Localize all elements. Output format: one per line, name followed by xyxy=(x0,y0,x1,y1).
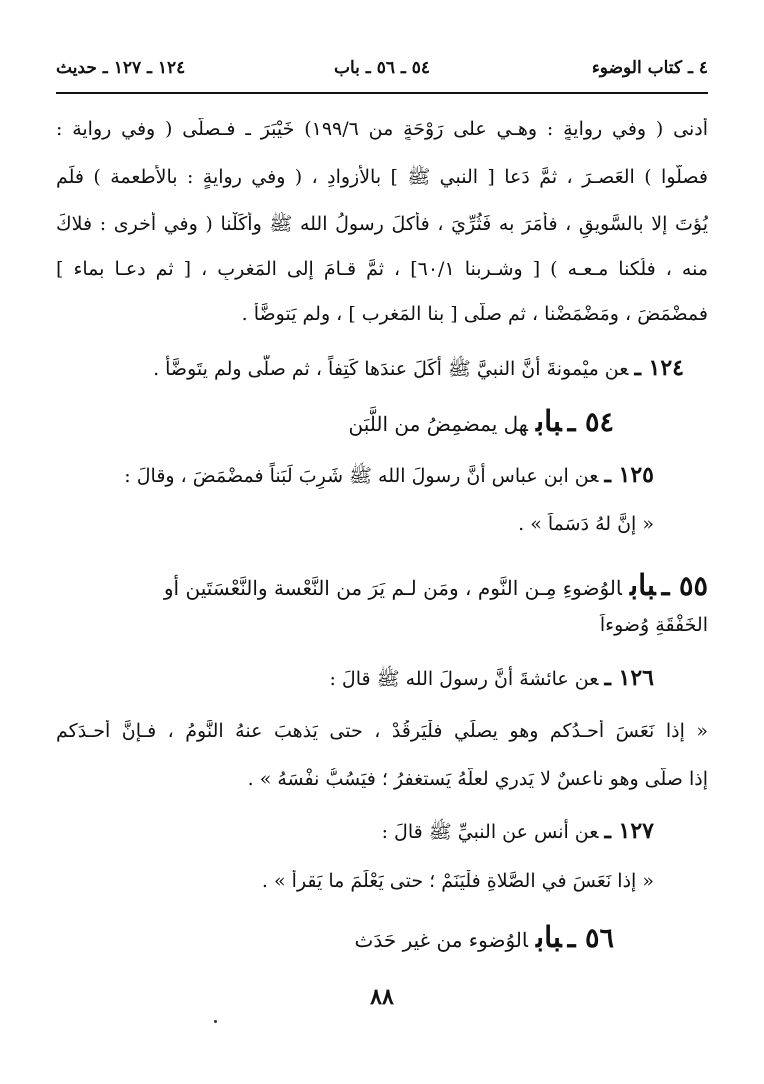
header-book-title: ٤ ـ كتاب الوضوء xyxy=(591,58,708,78)
hadith-125-number: ١٢٥ ـ xyxy=(604,462,654,488)
intro-line-2: فصلَّوا ) العَصـرَ ، ثمَّ دَعا [ النبي ﷺ ] بالأزوادِ ، ( وفي روايةٍ : بالأطعمة ) فلَم xyxy=(56,166,708,188)
bab-55-title-2: الخَفْقَةِ وُضوءاً xyxy=(599,614,708,636)
bab-54-number: ٥٤ ـ xyxy=(567,407,614,438)
bab-56-title: الوُضوء من غير حَدَث xyxy=(354,928,528,952)
bab-54-word: باب xyxy=(536,404,562,438)
bab-54-heading xyxy=(56,404,614,438)
hadith-125-text: عن ابن عباس أنَّ رسولَ الله ﷺ شَرِبَ لَبَناً فمضْمَضَ ، وقالَ : xyxy=(124,465,599,487)
header-hadith-range: ١٢٤ ـ ١٢٧ ـ حديث xyxy=(56,58,186,78)
bab-56-word: باب xyxy=(536,920,562,954)
intro-line-4: منه ، فلُكنا مـعـه ) [ وشـربنا ٦٠/١] ، ثمَّ قـامَ إلى المَغربِ ، [ ثم دعـا بماء ] xyxy=(56,258,708,280)
hadith-125-quote: « إنَّ لهُ دَسَماً » . xyxy=(518,513,654,535)
hadith-125 xyxy=(56,462,654,492)
bab-55-heading xyxy=(56,568,708,602)
header-divider xyxy=(56,92,708,94)
hadith-126-number: ١٢٦ ـ xyxy=(604,665,654,691)
hadith-126 xyxy=(56,665,654,695)
header-chapter-range: ٥٤ ـ ٥٦ ـ باب xyxy=(333,58,431,78)
intro-line-5: فمضْمَضَ ، ومَضْمَضْنا ، ثم صلّى [ بنا المَغرب ] ، ولم يَتوضَّأْ . xyxy=(241,303,708,325)
hadith-127 xyxy=(56,818,654,848)
bab-55-number: ٥٥ ـ xyxy=(661,571,708,602)
bab-56-heading xyxy=(56,920,614,954)
intro-line-1: أدنى ( وفي روايةٍ : وهـي على رَوْحَةٍ من ١٩٩/٦) خَيْبَرَ ـ فـصلّى ( وفي رواية : xyxy=(56,118,708,140)
bab-56-number: ٥٦ ـ xyxy=(567,923,614,954)
intro-line-3: يُؤتَ إلا بالسَّويقِ ، فأمَرَ به فَثُرِّيَ ، فأكلَ رسولُ الله ﷺ وأكَلْنا ( وفي أُخرى : فلاكَ xyxy=(56,213,708,235)
hadith-127-text: عن أَنس عن النبيِّ ﷺ قالَ : xyxy=(381,821,599,843)
hadith-124-text: عن ميْمونةَ أنَّ النبيَّ ﷺ أكَلَ عندَها كَتِفاً ، ثم صلَّى ولم يتَوضَّأْ . xyxy=(153,358,629,380)
hadith-127-quote: « إذا نَعَسَ في الصَّلاةِ فلْيَنَمْ ؛ حتى يَعْلَمَ ما يَقرأُ » . xyxy=(261,870,654,892)
hadith-124 xyxy=(56,355,684,385)
hadith-124-number: ١٢٤ ـ xyxy=(634,355,684,381)
hadith-126-line-1: « إذا نَعَسَ أحـدُكم وهو يصلِّي فلْيَرقُدْ ، حتى يَذهبَ عنهُ النَّومُ ، فـإنَّ أحـدَكم xyxy=(56,720,708,742)
bab-55-word: باب xyxy=(630,568,656,602)
bab-54-title: هل يمضمِضُ من اللَّبَن xyxy=(348,412,528,436)
running-header xyxy=(56,52,708,84)
bab-55-title-1: الوُضوءِ مِـن النَّوم ، ومَن لـم يَرَ من النَّعْسة والنَّعْسَتَين أو xyxy=(163,576,622,600)
hadith-126-text: عن عائشةَ أنَّ رسولَ الله ﷺ قالَ : xyxy=(329,668,599,690)
print-speck xyxy=(214,1020,217,1023)
page-number: ٨٨ xyxy=(370,984,394,1010)
hadith-126-line-2: إذا صلَّى وهو ناعسٌ لا يَدري لعلَّهُ يَستغفرُ ؛ فيَسُبُّ نفْسَهُ » . xyxy=(247,768,708,790)
hadith-127-number: ١٢٧ ـ xyxy=(604,818,654,844)
